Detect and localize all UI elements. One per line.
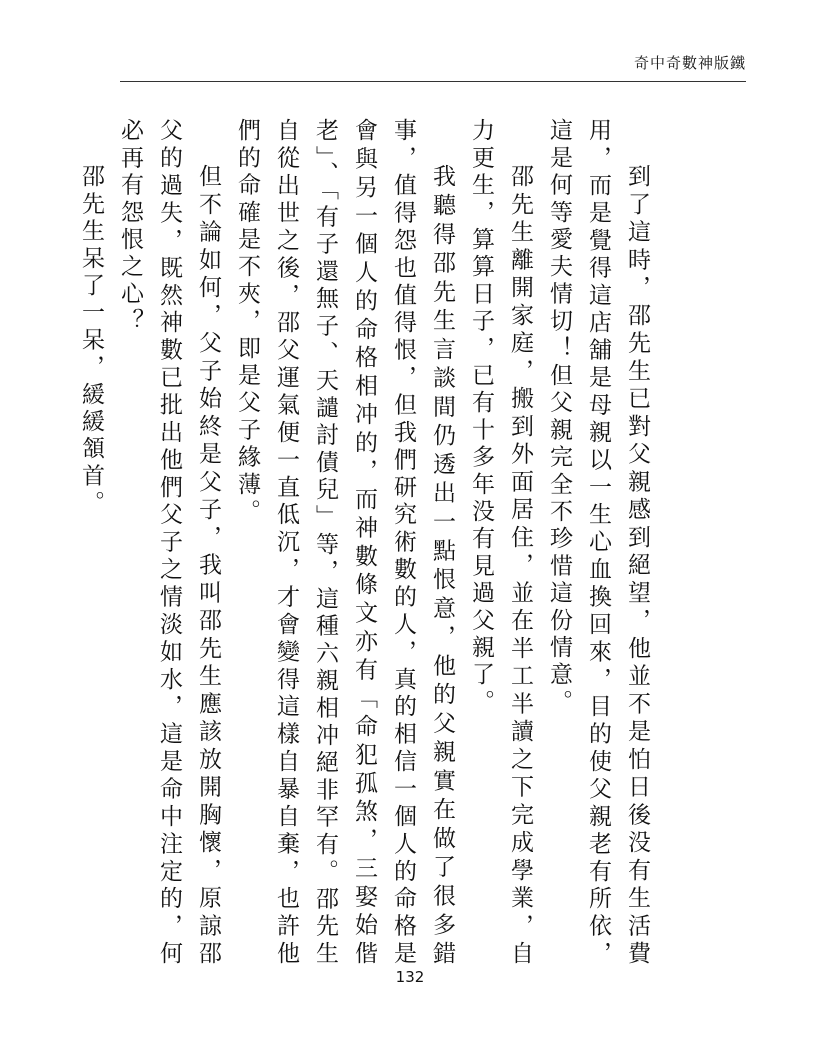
paragraph: 邵先生離開家庭，搬到外面居住，並在半工半讀之下完成學業，自力更生，算算日子，已有十多年没有見過父親了。 — [468, 118, 533, 968]
paragraph: 我聽得邵先生言談間仍透出一點恨意，他的父親實在做了很多錯事，值得怨也值得恨，但我們研究術數的人，真的相信一個人的命格是會與另一個人的命格相冲的，而神數條文亦有「命犯孤煞，三娶始偕老」、「有子還無子、天譴討債兒」等，這種六親相冲絕非罕有。邵先生自從出世之後，邵父運氣便一直低沉，才會變得這樣自暴自棄，也許他們的命確是不夾，即是父子緣薄。 — [234, 118, 455, 968]
vertical-body-text — [71, 118, 656, 968]
paragraph: 邵先生呆了一呆，緩緩頷首。 — [78, 164, 104, 518]
book-title: 奇中奇數神版鐵 — [633, 54, 746, 72]
paragraph: 但不論如何，父子始終是父子，我叫邵先生應該放開胸懷，原諒邵父的過失，既然神數已批出他們父子之情淡如水，這是命中注定的，何必再有怨恨之心？ — [117, 118, 221, 968]
paragraph: 到了這時，邵先生已對父親感到絕望，他並不是怕日後没有生活費用，而是覺得這店舖是母親以一生心血換回來，目的使父親老有所依，這是何等愛夫情切！但父親完全不珍惜這份情意。 — [546, 118, 650, 968]
running-header — [120, 48, 746, 82]
page-number: 132 — [395, 968, 425, 986]
header-divider — [120, 81, 746, 82]
